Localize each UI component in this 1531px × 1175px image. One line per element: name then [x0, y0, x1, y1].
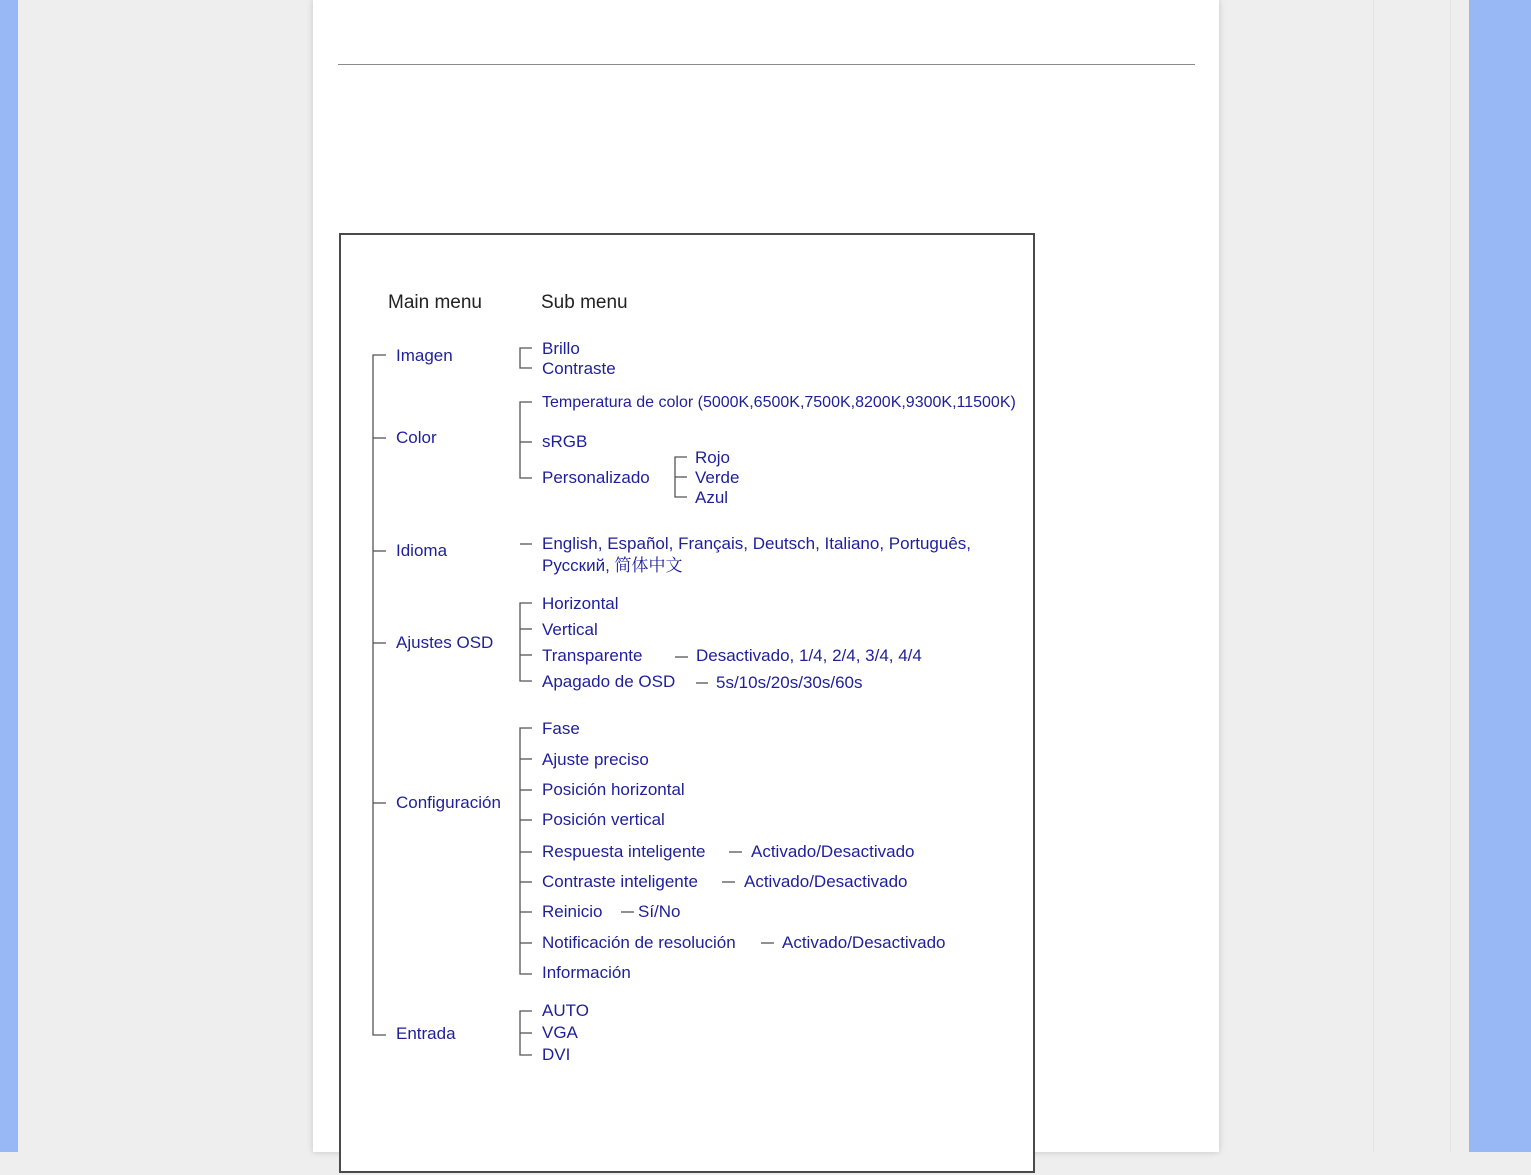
main-item-ajustes-osd: Ajustes OSD — [396, 633, 494, 652]
sub-item-srgb: sRGB — [542, 432, 588, 451]
window-frame-right — [1469, 0, 1531, 1152]
sub-item-azul: Azul — [695, 488, 729, 507]
main-item-color: Color — [396, 428, 437, 447]
respuesta-inteligente-values: Activado/Desactivado — [751, 842, 915, 861]
sub-item-contraste-inteligente: Contraste inteligente — [542, 872, 698, 891]
contraste-inteligente-values: Activado/Desactivado — [744, 872, 908, 891]
sub-item-reinicio: Reinicio — [542, 902, 603, 921]
sub-menu-header: Sub menu — [541, 292, 628, 313]
sub-item-fase: Fase — [542, 719, 580, 738]
sub-item-ajuste-preciso: Ajuste preciso — [542, 750, 649, 769]
notificacion-resolucion-values: Activado/Desactivado — [782, 933, 946, 952]
apagado-osd-values: 5s/10s/20s/30s/60s — [716, 673, 863, 692]
sub-item-informacion: Información — [542, 963, 631, 982]
sub-item-verde: Verde — [695, 468, 740, 487]
reinicio-values: Sí/No — [638, 902, 681, 921]
document-page — [313, 0, 1219, 1152]
sub-item-apagado-osd: Apagado de OSD — [542, 672, 676, 691]
side-panel — [1373, 0, 1451, 1152]
sub-item-temperatura-color: Temperatura de color (5000K,6500K,7500K,8200K,9300K,11500K) — [542, 394, 1016, 411]
main-item-configuracion: Configuración — [396, 793, 501, 812]
sub-item-transparente: Transparente — [542, 646, 643, 665]
sub-item-contraste: Contraste — [542, 359, 616, 378]
transparente-values: Desactivado, 1/4, 2/4, 3/4, 4/4 — [696, 646, 922, 665]
main-item-idioma: Idioma — [396, 541, 448, 560]
sub-item-idiomas-line2: Русский, 简体中文 — [542, 556, 683, 575]
sub-item-rojo: Rojo — [695, 448, 730, 467]
sub-item-posicion-vertical: Posición vertical — [542, 810, 665, 829]
sub-item-personalizado: Personalizado — [542, 468, 650, 487]
horizontal-rule — [338, 64, 1195, 65]
sub-item-posicion-horizontal: Posición horizontal — [542, 780, 685, 799]
sub-item-idiomas-line1: English, Español, Français, Deutsch, Italiano, Português, — [542, 534, 972, 553]
window-frame-left — [0, 0, 18, 1152]
sub-item-horizontal: Horizontal — [542, 594, 619, 613]
sub-item-respuesta-inteligente: Respuesta inteligente — [542, 842, 706, 861]
sub-item-vga: VGA — [542, 1023, 578, 1042]
sub-item-dvi: DVI — [542, 1045, 571, 1064]
main-item-entrada: Entrada — [396, 1024, 456, 1043]
osd-menu-tree-diagram — [339, 233, 1035, 1173]
sub-item-vertical: Vertical — [542, 620, 598, 639]
main-menu-header: Main menu — [388, 292, 482, 313]
sub-item-brillo: Brillo — [542, 339, 580, 358]
sub-item-notificacion-resolucion: Notificación de resolución — [542, 933, 736, 952]
main-item-imagen: Imagen — [396, 346, 453, 365]
sub-item-auto: AUTO — [542, 1001, 589, 1020]
